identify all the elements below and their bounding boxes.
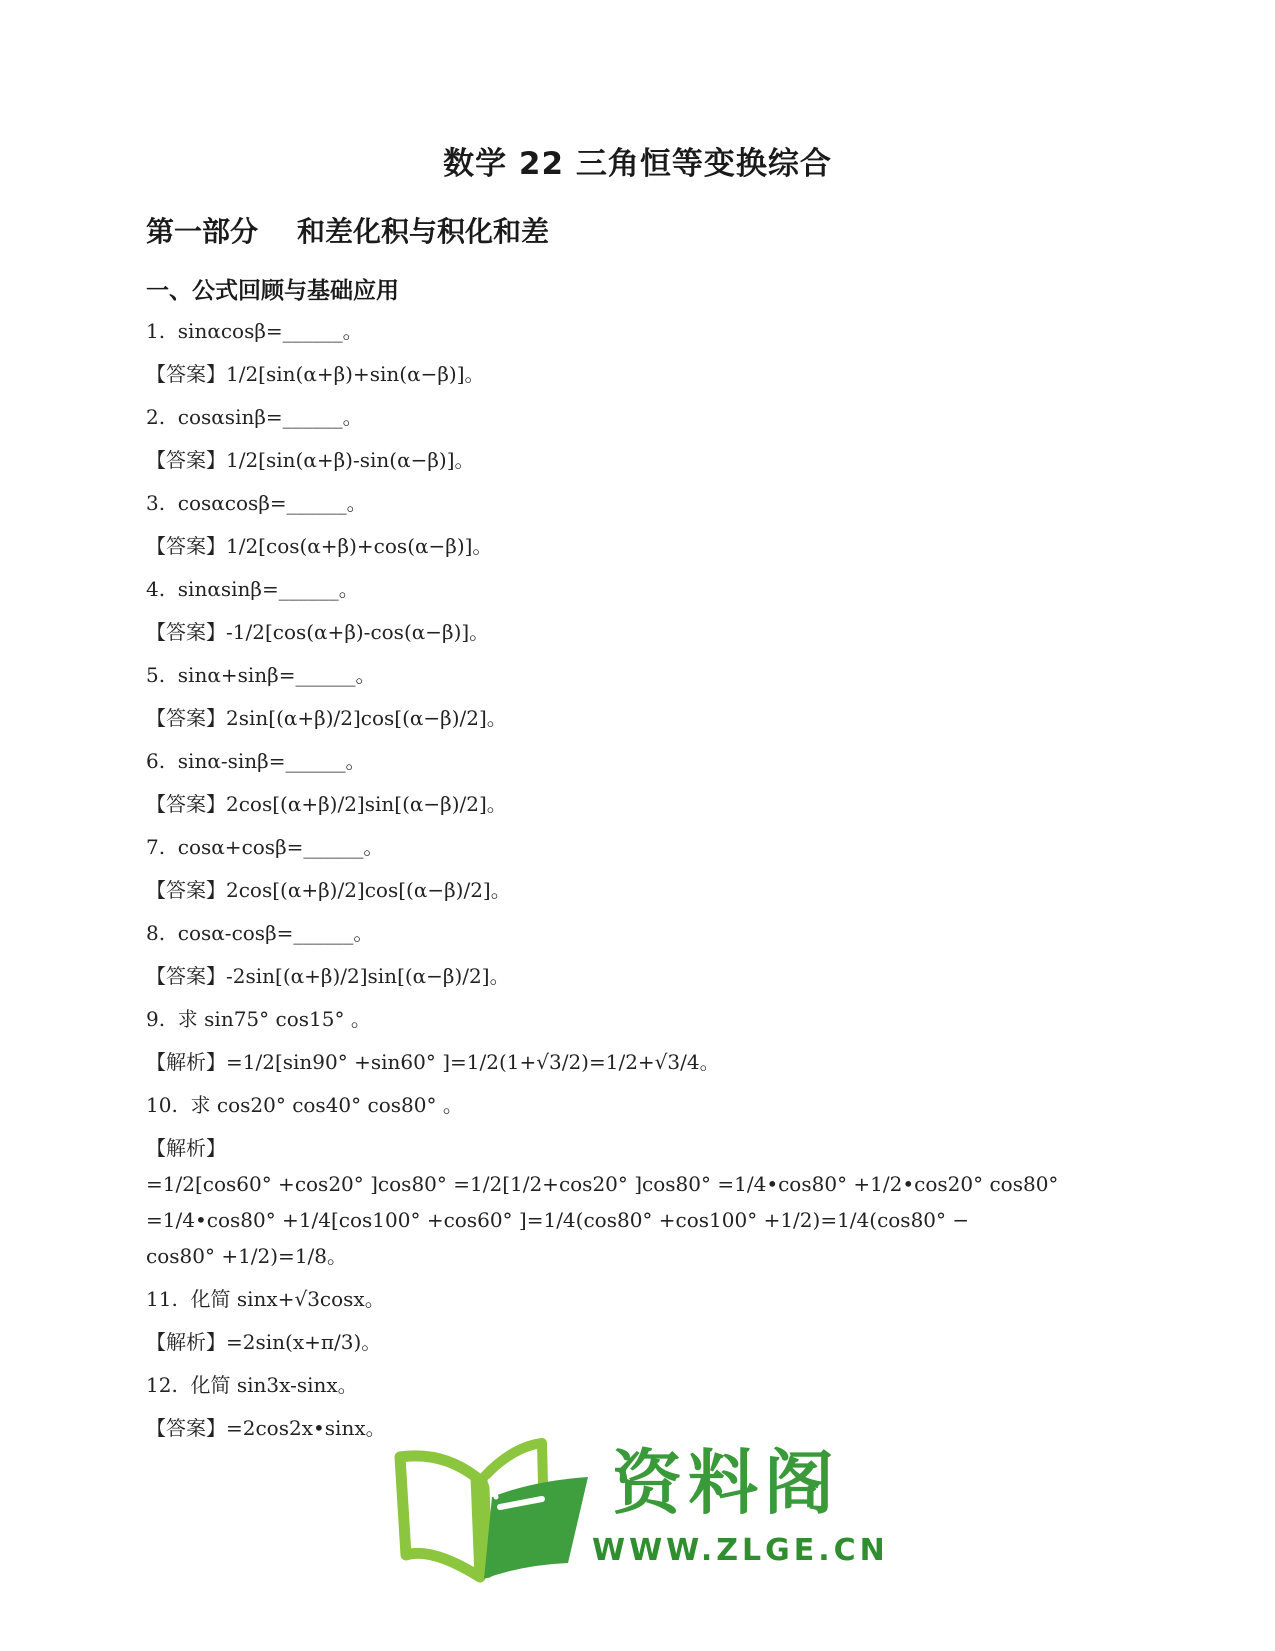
analysis-9: 【解析】=1/2[sin90° +sin60° ]=1/2(1+√3/2)=1/2+√3/4。 <box>146 1050 720 1074</box>
question-4: 4. sinαsinβ=______。 <box>146 577 359 601</box>
answer-8: 【答案】-2sin[(α+β)/2]sin[(α−β)/2]。 <box>146 964 510 988</box>
question-3: 3. cosαcosβ=______。 <box>146 491 367 515</box>
question-5: 5. sinα+sinβ=______。 <box>146 663 376 687</box>
section-heading: 一、公式回顾与基础应用 <box>146 278 399 304</box>
analysis-11: 【解析】=2sin(x+π/3)。 <box>146 1330 382 1354</box>
document-title: 数学 22 三角恒等变换综合 <box>443 146 832 182</box>
analysis-10-line-3: cos80° +1/2)=1/8。 <box>146 1244 348 1268</box>
analysis-10-line-2: =1/4•cos80° +1/4[cos100° +cos60° ]=1/4(cos80° +cos100° +1/2)=1/4(cos80° − <box>146 1208 970 1232</box>
answer-7: 【答案】2cos[(α+β)/2]cos[(α−β)/2]。 <box>146 878 511 902</box>
question-2: 2. cosαsinβ=______。 <box>146 405 363 429</box>
document-body <box>146 316 1126 1456</box>
book-icon <box>392 1437 592 1587</box>
answer-6: 【答案】2cos[(α+β)/2]sin[(α−β)/2]。 <box>146 792 507 816</box>
question-7: 7. cosα+cosβ=______。 <box>146 835 384 859</box>
answer-12: 【答案】=2cos2x•sinx。 <box>146 1416 386 1440</box>
question-11: 11. 化简 sinx+√3cosx。 <box>146 1287 385 1311</box>
answer-4: 【答案】-1/2[cos(α+β)-cos(α−β)]。 <box>146 620 490 644</box>
question-1: 1. sinαcosβ=______。 <box>146 319 363 343</box>
analysis-10-line-1: =1/2[cos60° +cos20° ]cos80° =1/2[1/2+cos20° ]cos80° =1/4•cos80° +1/2•cos20° cos80° <box>146 1172 1059 1196</box>
watermark-name: 资料阁 <box>612 1442 840 1524</box>
question-9: 9. 求 sin75° cos15° 。 <box>146 1007 371 1031</box>
part-heading: 第一部分 和差化积与积化和差 <box>146 215 549 248</box>
watermark-logo <box>392 1437 889 1587</box>
watermark-url: WWW.ZLGE.CN <box>592 1533 889 1568</box>
answer-2: 【答案】1/2[sin(α+β)-sin(α−β)]。 <box>146 448 475 472</box>
question-6: 6. sinα-sinβ=______。 <box>146 749 366 773</box>
analysis-10-label: 【解析】 <box>146 1136 226 1160</box>
question-10: 10. 求 cos20° cos40° cos80° 。 <box>146 1093 463 1117</box>
answer-1: 【答案】1/2[sin(α+β)+sin(α−β)]。 <box>146 362 485 386</box>
answer-3: 【答案】1/2[cos(α+β)+cos(α−β)]。 <box>146 534 493 558</box>
answer-5: 【答案】2sin[(α+β)/2]cos[(α−β)/2]。 <box>146 706 507 730</box>
question-12: 12. 化简 sin3x-sinx。 <box>146 1373 358 1397</box>
question-8: 8. cosα-cosβ=______。 <box>146 921 374 945</box>
